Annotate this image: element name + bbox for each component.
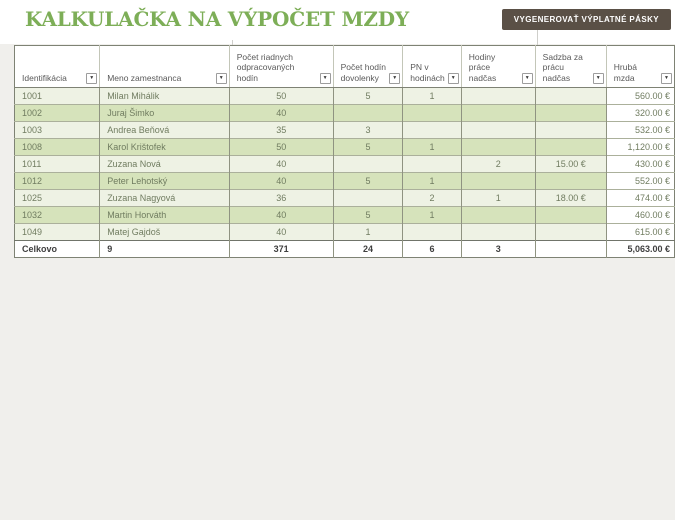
overtime-rate-cell[interactable] bbox=[535, 88, 606, 105]
regular-hours-cell[interactable]: 35 bbox=[229, 122, 333, 139]
name-cell[interactable]: Peter Lehotský bbox=[100, 173, 230, 190]
regular-hours-cell[interactable]: 371 bbox=[229, 241, 333, 258]
vacation-hours-cell[interactable]: 5 bbox=[333, 139, 403, 156]
gross-pay-cell[interactable]: 430.00 € bbox=[606, 156, 674, 173]
vacation-hours-cell[interactable] bbox=[333, 105, 403, 122]
column-header-id[interactable] bbox=[15, 46, 100, 88]
column-header-label: Meno zamestnanca bbox=[107, 72, 182, 83]
overtime-hours-cell[interactable]: 2 bbox=[461, 156, 535, 173]
overtime-hours-cell[interactable] bbox=[461, 207, 535, 224]
id-cell[interactable]: 1049 bbox=[15, 224, 100, 241]
filter-dropdown-icon[interactable]: ▼ bbox=[86, 73, 97, 84]
sick-hours-cell[interactable] bbox=[403, 122, 462, 139]
filter-dropdown-icon[interactable]: ▼ bbox=[389, 73, 400, 84]
id-cell[interactable]: 1032 bbox=[15, 207, 100, 224]
overtime-rate-cell[interactable] bbox=[535, 207, 606, 224]
id-cell[interactable]: Celkovo bbox=[15, 241, 100, 258]
id-cell[interactable]: 1025 bbox=[15, 190, 100, 207]
overtime-hours-cell[interactable] bbox=[461, 173, 535, 190]
column-header-label: Počet hodín dovolenky bbox=[340, 62, 387, 83]
column-header-label: Hodiny práce nadčas bbox=[468, 51, 497, 83]
table-row bbox=[15, 105, 675, 122]
id-cell[interactable]: 1003 bbox=[15, 122, 100, 139]
column-header-sick-hours[interactable] bbox=[403, 46, 462, 88]
name-cell[interactable]: Milan Mihálik bbox=[100, 88, 230, 105]
table-row bbox=[15, 173, 675, 190]
id-cell[interactable]: 1011 bbox=[15, 156, 100, 173]
vacation-hours-cell[interactable] bbox=[333, 156, 403, 173]
page-title: KALKULAČKA NA VÝPOČET MZDY bbox=[25, 7, 409, 31]
vacation-hours-cell[interactable] bbox=[333, 190, 403, 207]
id-cell[interactable]: 1002 bbox=[15, 105, 100, 122]
id-cell[interactable]: 1012 bbox=[15, 173, 100, 190]
table-totals bbox=[15, 241, 675, 258]
column-header-gross-pay[interactable] bbox=[606, 46, 674, 88]
overtime-rate-cell[interactable] bbox=[535, 224, 606, 241]
gross-pay-cell[interactable]: 552.00 € bbox=[606, 173, 674, 190]
filter-dropdown-icon[interactable]: ▼ bbox=[320, 73, 331, 84]
column-header-label: Sadzba za prácu nadčas bbox=[542, 51, 583, 83]
totals-row bbox=[15, 241, 675, 258]
overtime-rate-cell[interactable] bbox=[535, 173, 606, 190]
table-row bbox=[15, 139, 675, 156]
column-header-overtime-hours[interactable] bbox=[461, 46, 535, 88]
name-cell[interactable]: Zuzana Nagyová bbox=[100, 190, 230, 207]
column-header-regular-hours[interactable] bbox=[229, 46, 333, 88]
vacation-hours-cell[interactable]: 1 bbox=[333, 224, 403, 241]
overtime-rate-cell[interactable] bbox=[535, 241, 606, 258]
table-row bbox=[15, 207, 675, 224]
overtime-rate-cell[interactable] bbox=[535, 139, 606, 156]
gross-pay-cell[interactable]: 532.00 € bbox=[606, 122, 674, 139]
gross-pay-cell[interactable]: 460.00 € bbox=[606, 207, 674, 224]
filter-dropdown-icon[interactable]: ▼ bbox=[448, 73, 459, 84]
generate-payslips-button[interactable]: VYGENEROVAŤ VÝPLATNÉ PÁSKY bbox=[502, 9, 671, 30]
title-band bbox=[0, 0, 675, 44]
filter-dropdown-icon[interactable]: ▼ bbox=[661, 73, 672, 84]
column-header-label: Hrubá mzda bbox=[613, 62, 637, 83]
column-header-label: Identifikácia bbox=[22, 72, 67, 83]
overtime-hours-cell[interactable] bbox=[461, 224, 535, 241]
table-row bbox=[15, 190, 675, 207]
table-row bbox=[15, 122, 675, 139]
overtime-hours-cell[interactable]: 3 bbox=[461, 241, 535, 258]
header-row bbox=[15, 46, 675, 88]
id-cell[interactable]: 1001 bbox=[15, 88, 100, 105]
vacation-hours-cell[interactable]: 24 bbox=[333, 241, 403, 258]
gross-pay-cell[interactable]: 1,120.00 € bbox=[606, 139, 674, 156]
regular-hours-cell[interactable]: 40 bbox=[229, 224, 333, 241]
regular-hours-cell[interactable]: 40 bbox=[229, 156, 333, 173]
name-cell[interactable]: 9 bbox=[100, 241, 230, 258]
gridline bbox=[537, 30, 538, 45]
vacation-hours-cell[interactable]: 5 bbox=[333, 88, 403, 105]
overtime-hours-cell[interactable] bbox=[461, 105, 535, 122]
overtime-rate-cell[interactable] bbox=[535, 105, 606, 122]
gross-pay-cell[interactable]: 560.00 € bbox=[606, 88, 674, 105]
column-header-name[interactable] bbox=[100, 46, 230, 88]
name-cell[interactable]: Andrea Beňová bbox=[100, 122, 230, 139]
sick-hours-cell[interactable]: 6 bbox=[403, 241, 462, 258]
sick-hours-cell[interactable]: 1 bbox=[403, 207, 462, 224]
overtime-hours-cell[interactable] bbox=[461, 122, 535, 139]
overtime-rate-cell[interactable] bbox=[535, 122, 606, 139]
filter-dropdown-icon[interactable]: ▼ bbox=[522, 73, 533, 84]
column-header-vacation-hours[interactable] bbox=[333, 46, 403, 88]
sick-hours-cell[interactable]: 1 bbox=[403, 139, 462, 156]
sick-hours-cell[interactable]: 2 bbox=[403, 190, 462, 207]
column-header-overtime-rate[interactable] bbox=[535, 46, 606, 88]
id-cell[interactable]: 1008 bbox=[15, 139, 100, 156]
name-cell[interactable]: Karol Krištofek bbox=[100, 139, 230, 156]
regular-hours-cell[interactable]: 40 bbox=[229, 207, 333, 224]
table-row bbox=[15, 88, 675, 105]
gross-pay-cell[interactable]: 474.00 € bbox=[606, 190, 674, 207]
regular-hours-cell[interactable]: 50 bbox=[229, 139, 333, 156]
name-cell[interactable]: Martin Horváth bbox=[100, 207, 230, 224]
filter-dropdown-icon[interactable]: ▼ bbox=[593, 73, 604, 84]
overtime-hours-cell[interactable] bbox=[461, 88, 535, 105]
sick-hours-cell[interactable] bbox=[403, 105, 462, 122]
overtime-hours-cell[interactable] bbox=[461, 139, 535, 156]
regular-hours-cell[interactable]: 50 bbox=[229, 88, 333, 105]
overtime-rate-cell[interactable]: 15.00 € bbox=[535, 156, 606, 173]
column-header-label: PN v hodinách bbox=[410, 62, 445, 83]
sick-hours-cell[interactable]: 1 bbox=[403, 88, 462, 105]
vacation-hours-cell[interactable]: 5 bbox=[333, 173, 403, 190]
filter-dropdown-icon[interactable]: ▼ bbox=[216, 73, 227, 84]
table-row bbox=[15, 224, 675, 241]
gross-pay-cell[interactable]: 615.00 € bbox=[606, 224, 674, 241]
column-header-label: Počet riadnych odpracovaných hodín bbox=[236, 51, 295, 83]
regular-hours-cell[interactable]: 40 bbox=[229, 173, 333, 190]
overtime-hours-cell[interactable]: 1 bbox=[461, 190, 535, 207]
table-body bbox=[15, 88, 675, 241]
name-cell[interactable]: Juraj Šimko bbox=[100, 105, 230, 122]
sick-hours-cell[interactable] bbox=[403, 156, 462, 173]
gross-pay-cell[interactable]: 5,063.00 € bbox=[606, 241, 674, 258]
table-row bbox=[15, 156, 675, 173]
name-cell[interactable]: Zuzana Nová bbox=[100, 156, 230, 173]
regular-hours-cell[interactable]: 36 bbox=[229, 190, 333, 207]
vacation-hours-cell[interactable]: 3 bbox=[333, 122, 403, 139]
sick-hours-cell[interactable]: 1 bbox=[403, 173, 462, 190]
gross-pay-cell[interactable]: 320.00 € bbox=[606, 105, 674, 122]
overtime-rate-cell[interactable]: 18.00 € bbox=[535, 190, 606, 207]
name-cell[interactable]: Matej Gajdoš bbox=[100, 224, 230, 241]
sick-hours-cell[interactable] bbox=[403, 224, 462, 241]
vacation-hours-cell[interactable]: 5 bbox=[333, 207, 403, 224]
payroll-table bbox=[14, 45, 675, 258]
regular-hours-cell[interactable]: 40 bbox=[229, 105, 333, 122]
